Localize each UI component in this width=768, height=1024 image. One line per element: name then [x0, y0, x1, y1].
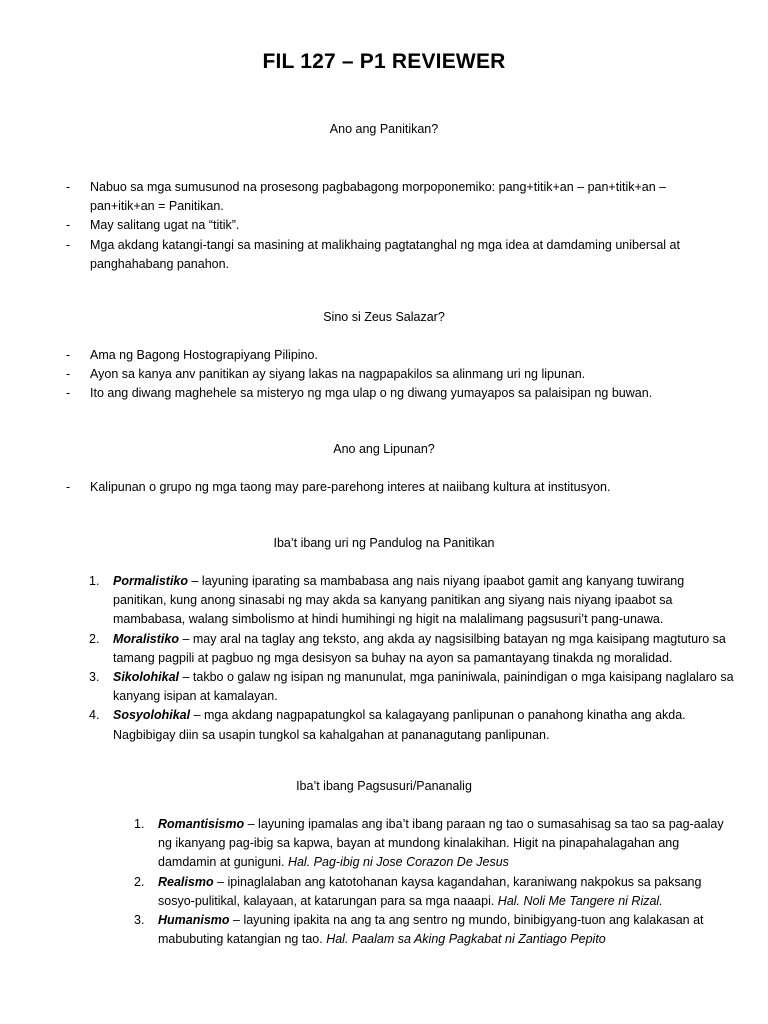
list-item: - Ayon sa kanya anv panitikan ay siyang lakas na nagpapakilos sa alinmang uri ng lipunan. [66, 367, 586, 382]
term: Sosyolohikal [113, 708, 191, 723]
term: Humanismo [158, 913, 230, 928]
list-pandulog [89, 572, 735, 745]
list-item: 3. Sikolohikal – takbo o galaw ng isipan ng manunulat, mga paniniwala, painindigan o mga kaisipang naglalaro sa kanyang isipan at kamalayan. [89, 670, 734, 704]
heading-panitikan: Ano ang Panitikan? [329, 122, 439, 136]
heading-zeus-salazar: Sino si Zeus Salazar? [323, 310, 445, 324]
list-item: - Kalipunan o grupo ng mga taong may pare-parehong interes at naiibang kultura at institusyon. [66, 480, 611, 494]
list-panitikan [66, 178, 726, 274]
term: Realismo [158, 874, 214, 889]
list-item: 1. Pormalistiko – layuning iparating sa mambabasa ang nais niyang ipaabot gamit ang kanyang tuwirang panitikan, kung anong sinasabi ng may akda sa kanyang panitikan ang siyang nais niyang ipaabot sa mambabasa, walang simbolismo at hindi humihingi ng higit na malalimang pagsusuri’t pang-unawa. [89, 574, 685, 627]
list-item: 4. Sosyolohikal – mga akdang nagpapatungkol sa kalagayang panlipunan o panahong kinatha ang akda. Nagbibigay diin sa usapin tungkol sa kahalgahan at pananagutang panlipunan. [89, 708, 686, 742]
term: Romantisismo [158, 817, 245, 831]
list-item: - May salitang ugat na “titik”. [66, 218, 240, 233]
term: Pormalistiko [113, 574, 189, 588]
example: Hal. Pag-ibig ni Jose Corazon De Jesus [287, 855, 509, 870]
list-item: - Nabuo sa mga sumusunod na prosesong pagbabagong morpoponemiko: pang+titik+an – pan+titik+an – pan+itik+an = Panitikan. [66, 180, 667, 214]
heading-pagsusuri: Iba’t ibang Pagsusuri/Pananalig [296, 779, 472, 793]
example: Hal. Noli Me Tangere ni Rizal. [497, 893, 663, 908]
heading-pandulog: Iba’t ibang uri ng Pandulog na Panitikan [273, 536, 495, 550]
document-title: FIL 127 – P1 REVIEWER [262, 50, 506, 73]
list-lipunan [66, 478, 726, 497]
example: Hal. Paalam sa Aking Pagkabat ni Zantiago Pepito [326, 932, 606, 947]
list-item: - Ito ang diwang maghehele sa misteryo ng mga ulap o ng diwang yumayapos sa palaisipan ng buwan. [66, 386, 653, 401]
list-item: 3. Humanismo – layuning ipakita na ang ta ang sentro ng mundo, binibigyang-tuon ang kalakasan at mabubuting katangian ng tao. Hal. Paalam sa Aking Pagkabat ni Zantiago Pepito [134, 913, 704, 947]
list-item: 2. Moralistiko – may aral na taglay ang teksto, ang akda ay nagsisilbing batayan ng mga kaisipang magtuturo sa tamang pagpili at pagbuo ng mga desisyon sa buhay na ayon sa pamantayang tinakda ng moralidad. [89, 631, 726, 665]
list-item: - Mga akdang katangi-tangi sa masining at malikhaing pagtatanghal ng mga idea at damdaming unibersal at panghahabang panahon. [66, 237, 680, 271]
list-item: 2. Realismo – ipinaglalaban ang katotohanan kaysa kagandahan, karaniwang nakpokus sa paksang sosyo-pulitikal, kalayaan, at katarungan para sa mga naaapi. Hal. Noli Me Tangere ni Rizal. [134, 874, 702, 908]
list-item: 1. Romantisismo – layuning ipamalas ang iba’t ibang paraan ng tao o sumasahisag sa tao sa pag-aalay ng ikanyang pag-ibig sa kapwa, bayan at mundong kinalakihan. Higit na pinapahalagahan ang damdamin at guniguni. Hal. Pag-ibig ni Jose Corazon De Jesus [134, 817, 724, 870]
list-pagsusuri [134, 815, 734, 949]
heading-lipunan: Ano ang Lipunan? [333, 442, 435, 456]
term: Moralistiko [113, 631, 179, 646]
list-item: - Ama ng Bagong Hostograpiyang Pilipino. [66, 348, 318, 362]
term: Sikolohikal [113, 670, 179, 685]
list-zeus-salazar [66, 346, 726, 404]
